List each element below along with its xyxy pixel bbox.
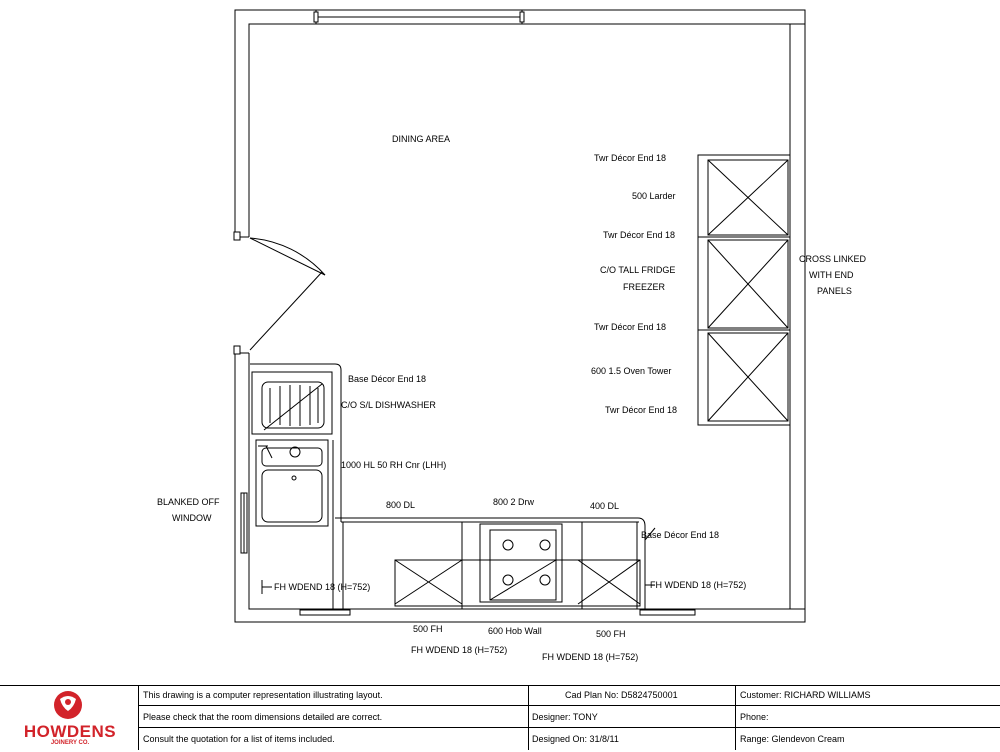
fh-500-left-label: 500 FH [413, 624, 443, 634]
cross-linked-label-line1: CROSS LINKED [799, 254, 867, 264]
dl-800-label: 800 DL [386, 500, 416, 510]
fh-wdend-right-label: FH WDEND 18 (H=752) [650, 580, 747, 590]
fh-wdend-bottom-left-label: FH WDEND 18 (H=752) [411, 645, 508, 655]
cross-linked-label-line2: WITH END [809, 270, 854, 280]
blanked-window-label-line2: WINDOW [172, 513, 212, 523]
hob-wall-label: 600 Hob Wall [488, 626, 542, 636]
fh-500-right-label: 500 FH [596, 629, 626, 639]
fh-wdend-left-label: FH WDEND 18 (H=752) [274, 582, 371, 592]
note-line-3: Consult the quotation for a list of items included. [143, 734, 335, 744]
tall-decor-end-label-3: Twr Décor End 18 [594, 322, 667, 332]
dl-400-label: 400 DL [590, 501, 620, 511]
base-decor-end-left-label: Base Décor End 18 [348, 374, 427, 384]
designed-on: Designed On: 31/8/11 [532, 734, 619, 744]
range: Range: Glendevon Cream [740, 734, 845, 744]
dining-area-label: DINING AREA [392, 134, 451, 144]
larder-label: 500 Larder [632, 191, 676, 201]
fridge-freezer-label-line2: FREEZER [623, 282, 666, 292]
fridge-freezer-label-line1: C/O TALL FRIDGE [600, 265, 676, 275]
cross-linked-label-line3: PANELS [817, 286, 852, 296]
designer: Designer: TONY [532, 712, 598, 722]
right-wall-panel [790, 24, 805, 609]
customer: Customer: RICHARD WILLIAMS [740, 690, 871, 700]
howdens-logo [14, 689, 126, 747]
logo-sub-text: JOINERY CO. [50, 740, 90, 746]
base-decor-end-right-label: Base Décor End 18 [641, 530, 720, 540]
top-window [314, 10, 524, 24]
bottom-wall-markers [300, 610, 695, 615]
left-base-run [250, 364, 341, 526]
cad-plan-no: Cad Plan No: D5824750001 [565, 690, 678, 700]
note-line-2: Please check that the room dimensions detailed are correct. [143, 712, 383, 722]
oven-tower-label: 600 1.5 Oven Tower [591, 366, 672, 376]
tall-units [698, 155, 790, 425]
blanked-window [241, 493, 247, 553]
tall-decor-end-label-1: Twr Décor End 18 [594, 153, 667, 163]
tall-decor-end-label-2: Twr Décor End 18 [603, 230, 676, 240]
phone: Phone: [740, 712, 769, 722]
title-block [0, 685, 1000, 750]
door [234, 232, 325, 354]
corner-unit-label: 1000 HL 50 RH Cnr (LHH) [341, 460, 447, 470]
logo-brand-text: HOWDENS [23, 722, 117, 741]
tall-decor-end-label-4: Twr Décor End 18 [605, 405, 678, 415]
blanked-window-label-line1: BLANKED OFF [157, 497, 220, 507]
note-line-1: This drawing is a computer representation illustrating layout. [143, 690, 383, 700]
drw-800-label: 800 2 Drw [493, 497, 535, 507]
fh-wdend-bottom-right-label: FH WDEND 18 (H=752) [542, 652, 639, 662]
dishwasher-label: C/O S/L DISHWASHER [341, 400, 436, 410]
